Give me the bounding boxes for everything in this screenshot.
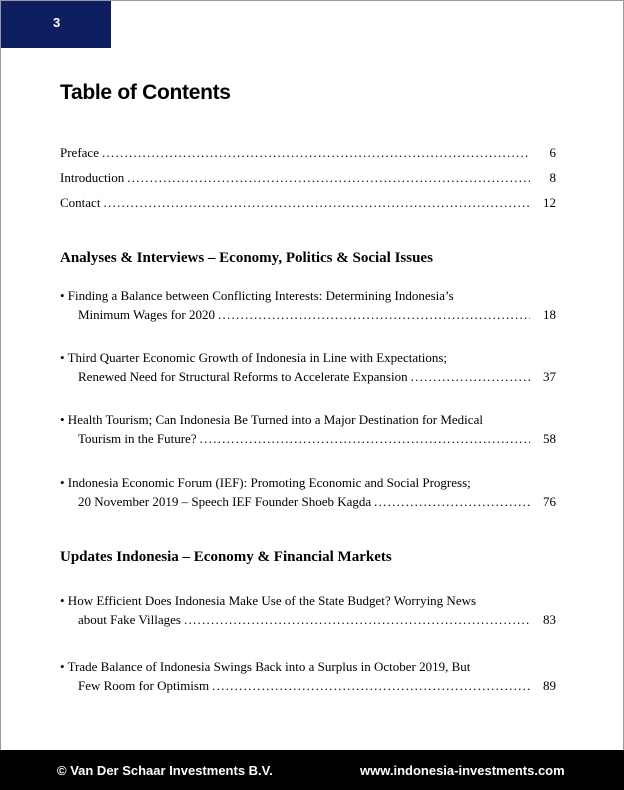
toc-entry-state-budget[interactable] bbox=[78, 612, 556, 628]
toc-entry-page: 8 bbox=[549, 170, 556, 185]
toc-entry-title[interactable]: • Trade Balance of Indonesia Swings Back into a Surplus in October 2019, But bbox=[60, 659, 471, 674]
leader-dots bbox=[218, 307, 530, 323]
toc-entry-health-tourism[interactable] bbox=[78, 431, 556, 447]
toc-entry-introduction[interactable] bbox=[60, 170, 556, 186]
toc-entry-growth[interactable] bbox=[78, 369, 556, 385]
footer-website-link[interactable]: www.indonesia-investments.com bbox=[360, 763, 565, 778]
toc-entry-page: 18 bbox=[543, 307, 556, 322]
toc-entry-preface[interactable] bbox=[60, 145, 556, 161]
leader-dots bbox=[200, 431, 530, 447]
toc-entry-page: 6 bbox=[549, 145, 556, 160]
toc-entry-label: about Fake Villages bbox=[78, 612, 181, 627]
footer-bar bbox=[0, 750, 624, 790]
toc-entry-contact[interactable] bbox=[60, 195, 556, 211]
toc-entry-label: Minimum Wages for 2020 bbox=[78, 307, 216, 322]
toc-entry-label: Introduction bbox=[60, 170, 125, 185]
toc-entry-page: 37 bbox=[543, 369, 556, 384]
toc-entry-label: Few Room for Optimism bbox=[78, 678, 210, 693]
toc-entry-page: 58 bbox=[543, 431, 556, 446]
leader-dots bbox=[127, 170, 530, 186]
toc-entry-title[interactable]: • Health Tourism; Can Indonesia Be Turned into a Major Destination for Medical bbox=[60, 412, 483, 427]
toc-entry-label: Renewed Need for Structural Reforms to Accelerate Expansion bbox=[78, 369, 408, 384]
toc-entry-title[interactable]: • How Efficient Does Indonesia Make Use of the State Budget? Worrying News bbox=[60, 593, 477, 608]
toc-entry-label: 20 November 2019 – Speech IEF Founder Shoeb Kagda bbox=[78, 494, 372, 509]
page-number-tab bbox=[1, 1, 111, 48]
leader-dots bbox=[212, 678, 530, 694]
leader-dots bbox=[102, 145, 530, 161]
toc-entry-trade-balance[interactable] bbox=[78, 678, 556, 694]
toc-entry-page: 89 bbox=[543, 678, 556, 693]
toc-entry-label: Preface bbox=[60, 145, 99, 160]
toc-entry-page: 76 bbox=[543, 494, 556, 509]
toc-entry-title[interactable]: • Finding a Balance between Conflicting Interests: Determining Indonesia’s bbox=[60, 288, 454, 303]
section-heading-updates: Updates Indonesia – Economy & Financial Markets bbox=[60, 549, 392, 565]
toc-entry-page: 83 bbox=[543, 612, 556, 627]
leader-dots bbox=[411, 369, 530, 385]
toc-entry-page: 12 bbox=[543, 195, 556, 210]
toc-entry-label: Tourism in the Future? bbox=[78, 431, 197, 446]
page-number: 3 bbox=[53, 15, 61, 30]
page-title: Table of Contents bbox=[60, 81, 231, 104]
leader-dots bbox=[103, 195, 530, 211]
toc-entry-ief[interactable] bbox=[78, 494, 556, 510]
section-heading-analyses: Analyses & Interviews – Economy, Politics & Social Issues bbox=[60, 250, 433, 266]
toc-entry-title[interactable]: • Indonesia Economic Forum (IEF): Promoting Economic and Social Progress; bbox=[60, 475, 471, 490]
leader-dots bbox=[374, 494, 530, 510]
footer-copyright: © Van Der Schaar Investments B.V. bbox=[57, 763, 273, 778]
leader-dots bbox=[184, 612, 530, 628]
toc-entry-label: Contact bbox=[60, 195, 101, 210]
toc-entry-title[interactable]: • Third Quarter Economic Growth of Indonesia in Line with Expectations; bbox=[60, 350, 447, 365]
toc-entry-minimum-wages[interactable] bbox=[78, 307, 556, 323]
